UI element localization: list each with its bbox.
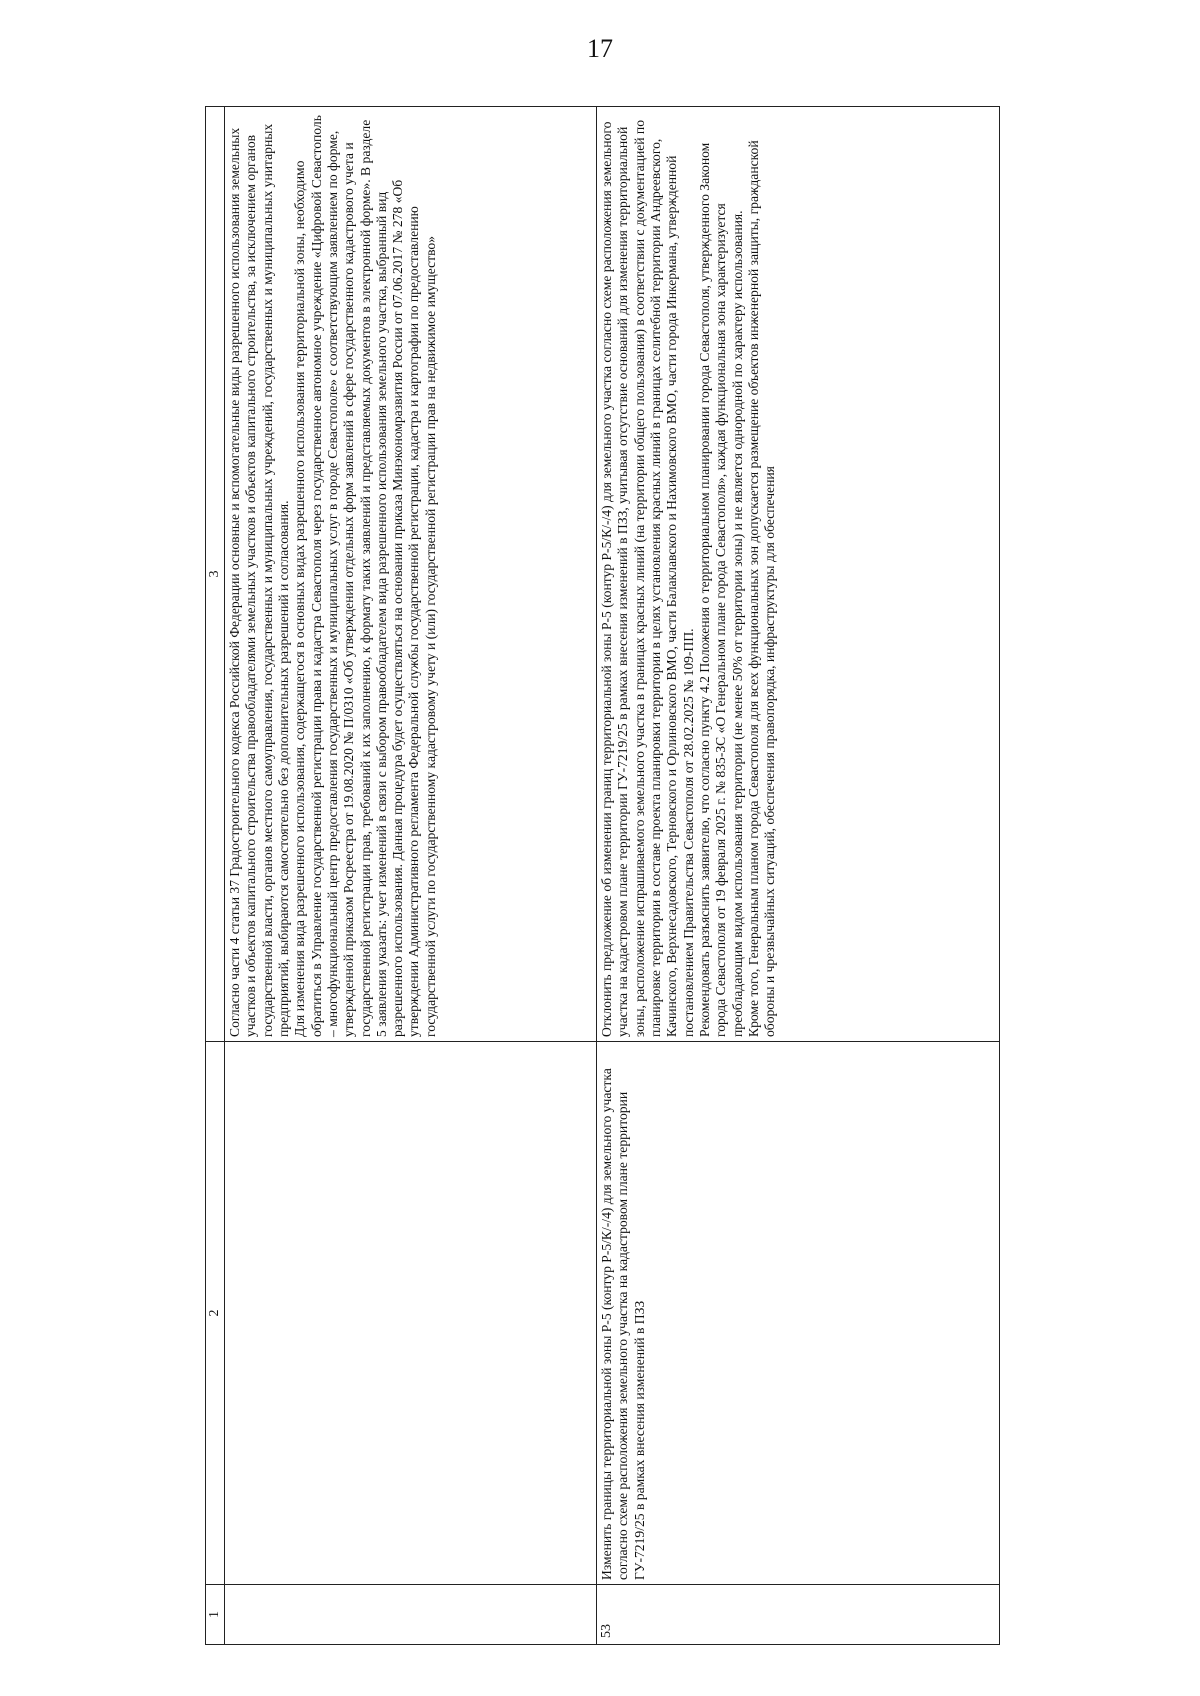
page-number: 17 — [587, 34, 613, 63]
header-cell-3: 3 — [206, 107, 225, 1042]
decision-table — [205, 106, 1000, 1645]
decision-paragraph: Кроме того, Генеральным планом города Севастополя для всех функциональных зон допускается размещение объектов инженерной защиты, гражданской обороны и чрезвычайных ситуаций, обеспечения правопорядка, инфраструктуры для обеспечения — [745, 140, 778, 1037]
header-cell-1: 1 — [206, 1585, 225, 1645]
rotated-table-container — [205, 107, 1000, 1645]
table-row — [597, 107, 1000, 1645]
table-row — [225, 107, 597, 1645]
decision-cell — [225, 107, 597, 1042]
decision-paragraph: Согласно части 4 статьи 37 Градостроительного кодекса Российской Федерации основные и вспомогательные виды разрешенного использования земельных участков и объектов капитального строительства правообладателями земельных участков и объектов капитального строительства, за исключением органов государственной власти, органов местного самоуправления, государственных и муниципальных учреждений, государственных и муниципальных унитарных предприятий, выбираются самостоятельно без дополнительных разрешений и согласования. — [227, 123, 291, 1037]
decision-paragraph: Отклонить предложение об изменении границ территориальной зоны Р-5 (контур Р-5/К/-/4) для земельного участка согласно схеме расположения земельного участка на кадастровом плане территории ГУ-7219/25 в рамках внесения изменений в ПЗЗ, учитывая отсутствие оснований для изменения территориальной зоны, расположение испрашиваемого земельного участка в границах красных линий (на территории общего пользования) в соответствии с документацией по планировке территории в составе проекта планировки территории в целях установления красных линий в границах селитебной территории Андреевского, Качинского, Верхнесадовского, Терновского и Орлиновского ВМО, части Балаклавского и Нахимовского ВМО, части города Инкермана, утвержденной постановлением Правительства Севастополя от 28.02.2025 № 109-ПП. — [599, 119, 696, 1037]
header-cell-2: 2 — [206, 1042, 225, 1585]
proposal-cell — [225, 1042, 597, 1585]
decision-paragraph: Рекомендовать разъяснить заявителю, что согласно пункту 4.2 Положения о территориальном планировании города Севастополя, утвержденного Законом города Севастополя от 19 февраля 2025 г. № 835-ЗС «О Генеральном плане города Севастополя», каждая функциональная зона характеризуется преобладающим видом использования территории (не менее 50% от территории зоны) и не является однородной по характеру использования. — [696, 142, 745, 1037]
row-number-cell: 53 — [597, 1585, 1000, 1645]
decision-cell — [597, 107, 1000, 1042]
row-number-cell — [225, 1585, 597, 1645]
proposal-cell: Изменить границы территориальной зоны Р-5 (контур Р-5/К/-/4) для земельного участка согласно схеме расположения земельного участка на кадастровом плане территории ГУ-7219/25 в рамках внесения изменений в ПЗЗ — [597, 1042, 1000, 1585]
table-header-row — [206, 107, 225, 1645]
decision-paragraph: Для изменения вида разрешенного использования, содержащегося в основных видах разрешенного использования территориальной зоны, необходимо обратиться в Управление государственной регистрации права и кадастра Севастополя через государственное автономное учреждение «Цифровой Севастополь – многофункциональный центр предоставления государственных и муниципальных услуг в городе Севастополе» с соответствующим заявлением по форме, утвержденной приказом Росреестра от 19.08.2020 № П/0310 «Об утверждении отдельных форм заявлений в сфере государственного кадастрового учета и государственной регистрации прав, требований к их заполнению, к формату таких заявлений и представляемых документов в электронной форме». В разделе 5 заявления указать: учет изменений в связи с выбором правообладателем вида разрешенного использования земельного участка, выбранный вид разрешенного использования. Данная процедура будет осуществляться на основании приказа Минэкономразвития России от 07.06.2017 № 278 «Об утверждении Административного регламента Федеральной службы государственной регистрации, кадастра и картографии по предоставлению государственной услуги по государственному кадастровому учету и (или) государственной регистрации прав на недвижимое имущество» — [292, 115, 438, 1037]
